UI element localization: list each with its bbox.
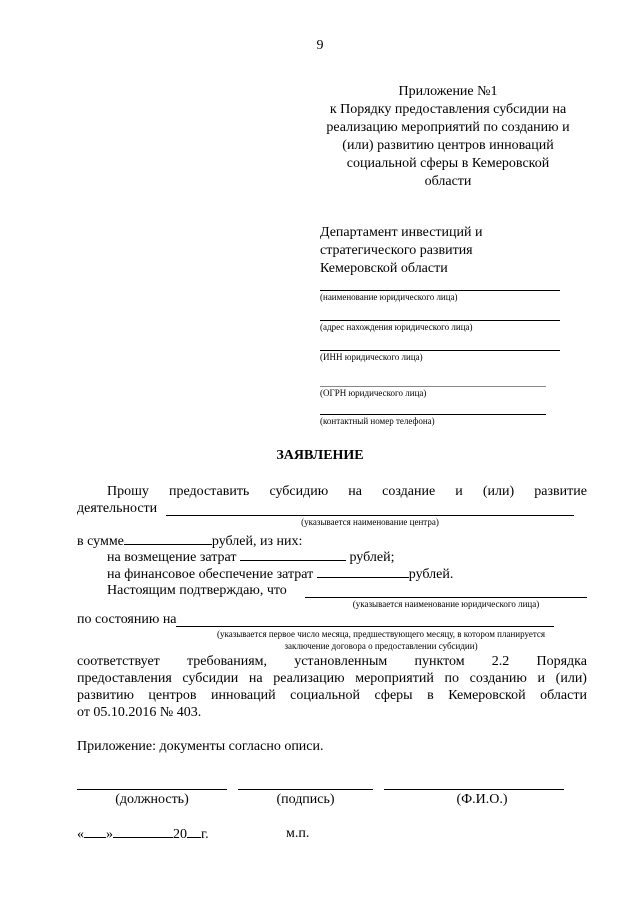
body-line-9 [77, 671, 587, 687]
addressee-line: Департамент инвестиций и [320, 225, 483, 240]
center-name-caption: (указывается наименование центра) [301, 517, 439, 527]
word: предоставления [77, 671, 172, 686]
word: центров [148, 688, 197, 703]
full-name-caption: (Ф.И.О.) [456, 792, 508, 807]
body-line-8 [77, 654, 587, 670]
inn-caption: (ИНН юридического лица) [320, 352, 423, 362]
financing-suffix: рублей. [408, 567, 454, 582]
quote-close: » [106, 827, 113, 842]
amount-row [77, 533, 302, 550]
year-field[interactable] [187, 826, 201, 838]
word: требованиям, [186, 654, 268, 669]
word: мероприятий [355, 671, 434, 686]
confirm-label: Настоящим подтверждаю, что [107, 583, 287, 598]
phone-caption: (контактный номер телефона) [320, 416, 435, 426]
signature-line[interactable] [238, 789, 373, 790]
reimbursement-suffix: рублей; [349, 550, 395, 565]
body-line-1 [107, 484, 587, 500]
year-suffix: г. [201, 827, 209, 842]
quote-open: « [77, 827, 84, 842]
amount-field[interactable] [124, 533, 212, 545]
appendix-line: (или) развитию центров инноваций [342, 138, 554, 153]
signature-caption: (подпись) [276, 792, 335, 807]
entity-confirm-line[interactable] [305, 597, 587, 598]
word: (или) [555, 671, 587, 686]
addressee-line: Кемеровской области [320, 261, 448, 276]
word: 2.2 [491, 654, 510, 669]
as-of-date-caption: (указывается первое число месяца, предшествующего месяцу, в котором планируется заключение договора о предоставлении субсидии) [216, 629, 546, 651]
inn-line[interactable] [320, 350, 560, 351]
word: созданию [469, 671, 527, 686]
financing-row [107, 566, 453, 583]
appendix-header [308, 83, 588, 191]
word: субсидию [269, 484, 329, 499]
amount-label: в сумме [77, 534, 124, 549]
entity-confirm-caption: (указывается наименование юридического лица) [352, 599, 540, 609]
ogrn-line[interactable] [320, 386, 546, 387]
word: предоставить [169, 484, 250, 499]
entity-address-line[interactable] [320, 320, 560, 321]
body-line-11: от 05.10.2016 № 403. [77, 705, 202, 720]
center-name-line[interactable] [166, 515, 574, 516]
position-caption: (должность) [115, 792, 189, 807]
word: и [455, 484, 463, 499]
word: по [444, 671, 459, 686]
word: области [540, 688, 587, 703]
word: субсидии [182, 671, 239, 686]
ogrn-caption: (ОГРН юридического лица) [320, 388, 427, 398]
addressee-line: стратегического развития [320, 243, 473, 258]
phone-line[interactable] [320, 414, 546, 415]
word: Прошу [107, 484, 149, 499]
word: (или) [482, 484, 515, 499]
month-field[interactable] [113, 826, 173, 838]
word: социальной [290, 688, 361, 703]
date-row [77, 826, 209, 843]
seal-label: м.п. [286, 826, 310, 841]
entity-name-line[interactable] [320, 290, 560, 291]
word: создание [382, 484, 436, 499]
financing-label: на финансовое обеспечение затрат [107, 567, 314, 582]
word: пунктом [414, 654, 465, 669]
year-prefix: 20 [173, 827, 187, 842]
word: на [248, 671, 263, 686]
full-name-line[interactable] [384, 789, 564, 790]
word: реализацию [273, 671, 345, 686]
reimbursement-label: на возмещение затрат [107, 550, 237, 565]
appendix-line: социальной сферы в Кемеровской [346, 156, 550, 171]
position-line[interactable] [77, 789, 227, 790]
word: соответствует [77, 654, 160, 669]
appendix-line: области [424, 174, 472, 189]
page-number: 9 [316, 38, 324, 53]
activity-label: деятельности [77, 501, 158, 516]
word: развитию [77, 688, 134, 703]
reimbursement-field[interactable] [240, 549, 346, 561]
word: установленным [294, 654, 388, 669]
appendix-line: реализацию мероприятий по созданию и [326, 120, 570, 135]
word: инноваций [211, 688, 276, 703]
body-line-10 [77, 688, 587, 704]
word: и [537, 671, 546, 686]
word: развитие [534, 484, 587, 499]
addressee-block [320, 224, 483, 278]
word: Кемеровской [448, 688, 526, 703]
amount-suffix: рублей, из них: [211, 534, 303, 549]
word: в [427, 688, 434, 703]
day-field[interactable] [84, 826, 106, 838]
as-of-date-line[interactable] [176, 626, 554, 627]
entity-name-caption: (наименование юридического лица) [320, 292, 458, 302]
appendix-line: к Порядку предоставления субсидии на [329, 102, 567, 117]
attachment-note: Приложение: документы согласно описи. [77, 739, 324, 754]
reimbursement-row [107, 549, 394, 566]
entity-address-caption: (адрес нахождения юридического лица) [320, 322, 473, 332]
document-title: ЗАЯВЛЕНИЕ [276, 448, 364, 463]
as-of-label: по состоянию на [77, 612, 177, 627]
appendix-line: Приложение №1 [398, 84, 498, 99]
financing-field[interactable] [317, 566, 409, 578]
word: на [348, 484, 363, 499]
word: Порядка [536, 654, 587, 669]
word: сферы [374, 688, 413, 703]
